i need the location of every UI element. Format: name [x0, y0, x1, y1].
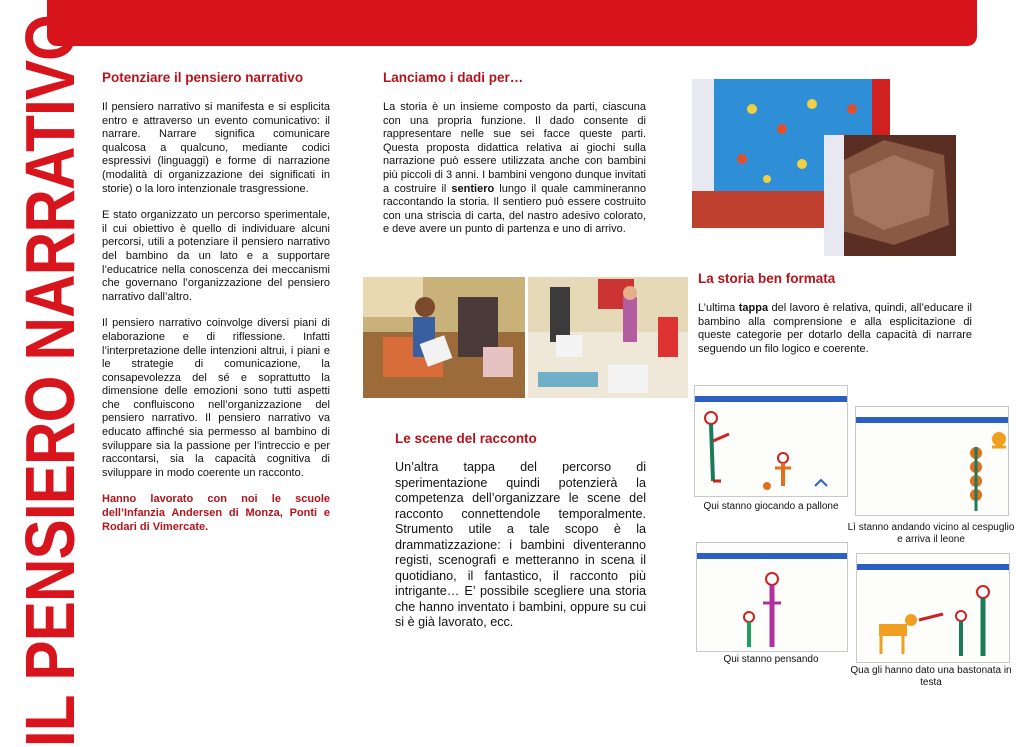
- column-storia: [698, 271, 972, 356]
- drawing-bush-lion: [855, 406, 1009, 516]
- caption-bush-lion: Lì stanno andando vicino al cespuglio e arriva il leone: [847, 522, 1015, 545]
- dadi-paragraph: [383, 101, 646, 237]
- paragraph-2: E stato organizzato un percorso sperimentale, il cui obiettivo è quello di individuare alcuni percorsi, utili a potenziare il pensiero narrativo del bambino da un lato e a supportare l’educatrice nella conoscenza dei meccanismi che governano l’organizzazione del pensiero narrativo dall’altro.: [102, 209, 330, 303]
- vertical-title-text: IL PENSIERO NARRATIVO: [11, 14, 89, 747]
- drawing-football-art: [695, 386, 847, 496]
- caption-blow: Qua gli hanno dato una bastonata in testa: [850, 665, 1012, 688]
- paragraph-1: Il pensiero narrativo si manifesta e si esplicita entro e attraverso un evento comunicativo: il narrare. Narrare significa comunicare qualcosa a qualcuno, mediante codici espressivi (linguaggi) e forme di narrazione (modalità di organizzazione dei significati in storie) o la loro intenzionale trasgressione.: [102, 101, 330, 195]
- photo-theatre-prop: [824, 135, 956, 256]
- storia-text-bold: tappa: [738, 302, 769, 314]
- storia-paragraph: [698, 302, 972, 356]
- column-potenziare: [102, 70, 330, 534]
- storia-text-c: del lavoro è relativa, quindi, all’educare il bambino alla comprensione e alla esplicitazione di queste categorie per dotarlo della capacità di narrare seguendo un filo logico e coerente.: [698, 302, 972, 355]
- section-title-dadi: Lanciamo i dadi per…: [383, 70, 524, 85]
- photo-children-dice-1-art: [363, 277, 525, 398]
- dadi-text-bold: sentiero: [451, 182, 495, 195]
- drawing-football: [694, 385, 848, 497]
- storia-text-a: L’ultima: [698, 302, 739, 314]
- vertical-title: [11, 14, 89, 747]
- caption-thinking: Qui stanno pensando: [723, 654, 819, 665]
- section-title-potenziare: Potenziare il pensiero narrativo: [102, 70, 304, 85]
- drawing-blow: [856, 553, 1010, 663]
- photo-theatre-prop-art: [824, 135, 956, 256]
- drawing-bush-lion-art: [856, 407, 1008, 515]
- photo-children-dice-2-art: [528, 277, 688, 398]
- drawing-thinking: [696, 542, 848, 652]
- drawing-blow-art: [857, 554, 1009, 662]
- dadi-text-c: lungo il quale cammineranno raccontando la storia. Il sentiero può essere costruito con una striscia di carta, del nastro adesivo colorato, e deve avere un punto di partenza e uno di arrivo.: [383, 182, 646, 236]
- schools-note: Hanno lavorato con noi le scuole dell’Infanzia Andersen di Monza, Ponti e Rodari di Vimercate.: [102, 493, 330, 533]
- dadi-text-a: La storia è un insieme composto da parti, ciascuna con una propria funzione. Il dado consente di rappresentare nelle sue sei facce queste parti. Questa proposta didattica relativa ai giochi sulla narrazione può essere utilizzata anche con bambini più piccoli di 3 anni. I bambini vengono dunque invitati a costruire il: [383, 101, 646, 195]
- section-title-storia: La storia ben formata: [698, 271, 836, 286]
- drawing-thinking-art: [697, 543, 847, 651]
- paragraph-3: Il pensiero narrativo coinvolge diversi piani di elaborazione e di riflessione. Infatti l’interpretazione delle intenzioni altrui, i piani e le strategie di comunicazione, la consapevolezza del sé e soprattutto la dimensione delle emozioni sono tutti aspetti che confluiscono nell’organizzazione del pensiero narrativo. Il pensiero narrativo va educato affinché sia permesso al bambino di sviluppare sia la passione per l’intreccio e per raccontarsi, sia la capacità cognitiva di sviluppare in modo coerente un racconto.: [102, 317, 330, 479]
- column-scene: [395, 431, 646, 631]
- scene-paragraph: Un’altra tappa del percorso di sperimentazione quindi potenzierà la competenza dell’organizzare le scene del racconto connettendole temporalmente. Strumento utile a tale scopo è la drammatizzazione: i bambini diventeranno registi, scenografi e metteranno in scena il quotidiano, il fantastico, il racconto più intrigante… E’ possibile scegliere una storia che hanno inventato i bambini, oppure su cui si è già lavorato, ecc.: [395, 460, 646, 629]
- column-dadi: [383, 70, 646, 237]
- caption-football: Qui stanno giocando a pallone: [703, 501, 839, 512]
- section-title-scene: Le scene del racconto: [395, 431, 537, 446]
- photo-children-dice-1: [363, 277, 525, 398]
- photo-children-dice-2: [528, 277, 688, 398]
- top-banner: [47, 0, 977, 46]
